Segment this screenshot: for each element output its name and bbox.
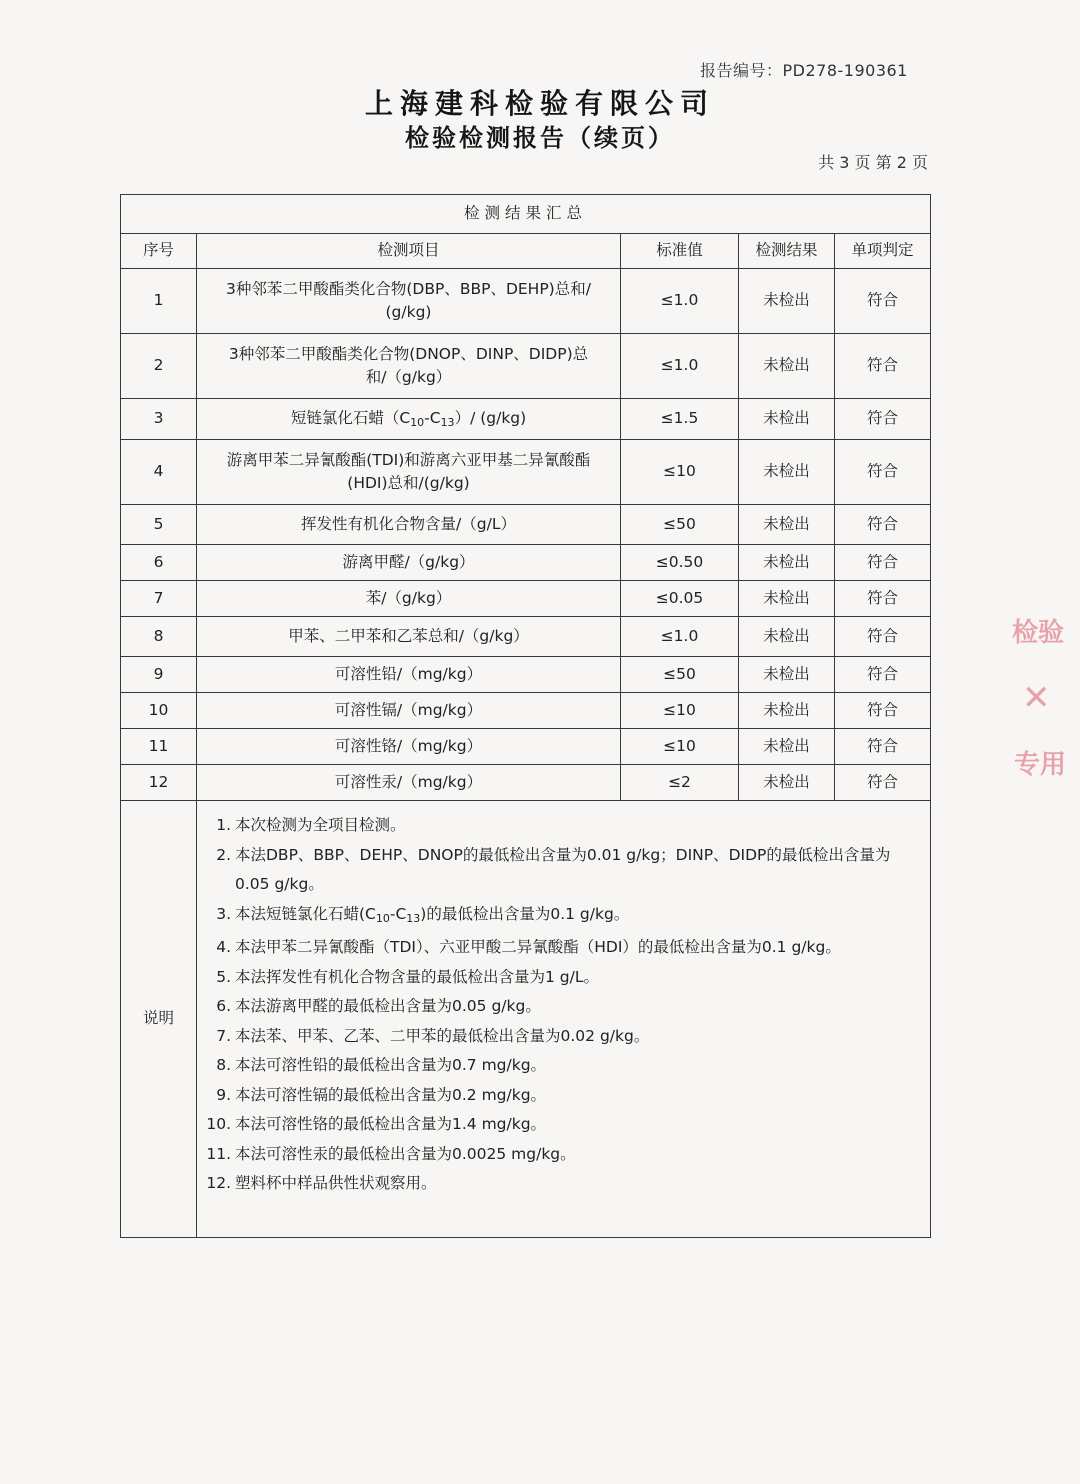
row-no: 7 bbox=[121, 581, 197, 617]
row-standard: ≤1.0 bbox=[621, 269, 739, 334]
row-result: 未检出 bbox=[739, 545, 835, 581]
table-row bbox=[121, 269, 931, 334]
row-result: 未检出 bbox=[739, 657, 835, 693]
row-item: 可溶性镉/（mg/kg） bbox=[197, 693, 621, 729]
row-no: 2 bbox=[121, 334, 197, 399]
row-verdict: 符合 bbox=[835, 617, 931, 657]
row-item: 可溶性铬/（mg/kg） bbox=[197, 729, 621, 765]
row-result: 未检出 bbox=[739, 581, 835, 617]
col-result: 检测结果 bbox=[739, 234, 835, 269]
row-result: 未检出 bbox=[739, 399, 835, 440]
seal-stamp: 检验 ✕ 专用 bbox=[1012, 618, 1067, 780]
company-name: 上海建科检验有限公司 bbox=[364, 87, 715, 120]
row-verdict: 符合 bbox=[835, 545, 931, 581]
row-item: 挥发性有机化合物含量/（g/L） bbox=[197, 505, 621, 545]
table-row bbox=[121, 399, 931, 440]
note-item: 10. 本法可溶性铬的最低检出含量为1.4 mg/kg。 bbox=[206, 1115, 547, 1133]
row-item: 游离甲苯二异氰酸酯(TDI)和游离六亚甲基二异氰酸酯 (HDI)总和/(g/kg) bbox=[197, 440, 621, 505]
report-number: 报告编号：PD278-190361 bbox=[700, 61, 908, 80]
row-verdict: 符合 bbox=[835, 440, 931, 505]
table-row bbox=[121, 765, 931, 801]
table-row bbox=[121, 505, 931, 545]
table-row bbox=[121, 440, 931, 505]
row-no: 3 bbox=[121, 399, 197, 440]
summary-title: 检测结果汇总 bbox=[121, 195, 931, 234]
col-standard: 标准值 bbox=[621, 234, 739, 269]
row-verdict: 符合 bbox=[835, 505, 931, 545]
note-item: 2. 本法DBP、BBP、DEHP、DNOP的最低检出含量为0.01 g/kg；DINP、DIDP的最低检出含量为0.05 g/kg。 bbox=[216, 845, 891, 893]
row-standard: ≤1.0 bbox=[621, 334, 739, 399]
table-row bbox=[121, 617, 931, 657]
row-item: 3种邻苯二甲酸酯类化合物(DBP、BBP、DEHP)总和/ (g/kg) bbox=[197, 269, 621, 334]
table-row bbox=[121, 657, 931, 693]
column-header-row bbox=[121, 234, 931, 269]
row-no: 4 bbox=[121, 440, 197, 505]
row-standard: ≤0.50 bbox=[621, 545, 739, 581]
row-item: 甲苯、二甲苯和乙苯总和/（g/kg） bbox=[197, 617, 621, 657]
row-no: 5 bbox=[121, 505, 197, 545]
notes-list bbox=[197, 801, 931, 1238]
note-item: 3. 本法短链氯化石蜡$(C_{10}-C_{13})$的最低检出含量为0.1 g/kg。 bbox=[216, 904, 630, 925]
row-item: 3种邻苯二甲酸酯类化合物(DNOP、DINP、DIDP)总 和/（g/kg） bbox=[197, 334, 621, 399]
row-result: 未检出 bbox=[739, 729, 835, 765]
row-item: 苯/（g/kg） bbox=[197, 581, 621, 617]
row-result: 未检出 bbox=[739, 505, 835, 545]
note-item: 4. 本法甲苯二异氰酸酯（TDI）、六亚甲酸二异氰酸酯（HDI）的最低检出含量为0.1 g/kg。 bbox=[216, 938, 841, 956]
row-no: 10 bbox=[121, 693, 197, 729]
row-verdict: 符合 bbox=[835, 334, 931, 399]
table-row bbox=[121, 545, 931, 581]
row-standard: ≤1.0 bbox=[621, 617, 739, 657]
row-no: 8 bbox=[121, 617, 197, 657]
col-item: 检测项目 bbox=[197, 234, 621, 269]
row-item: 短链氯化石蜡$(C_{10}-C_{13})/$ (g/kg) bbox=[197, 399, 621, 440]
note-item: 12. 塑料杯中样品供性状观察用。 bbox=[206, 1174, 437, 1192]
notes-label: 说明 bbox=[121, 801, 197, 1238]
row-result: 未检出 bbox=[739, 617, 835, 657]
row-no: 6 bbox=[121, 545, 197, 581]
row-no: 12 bbox=[121, 765, 197, 801]
row-verdict: 符合 bbox=[835, 657, 931, 693]
note-item: 8. 本法可溶性铅的最低检出含量为0.7 mg/kg。 bbox=[216, 1056, 547, 1074]
row-standard: ≤50 bbox=[621, 657, 739, 693]
row-standard: ≤10 bbox=[621, 440, 739, 505]
row-verdict: 符合 bbox=[835, 269, 931, 334]
row-verdict: 符合 bbox=[835, 581, 931, 617]
row-item: 游离甲醛/（g/kg） bbox=[197, 545, 621, 581]
row-standard: ≤2 bbox=[621, 765, 739, 801]
table-row bbox=[121, 334, 931, 399]
row-item: 可溶性铅/（mg/kg） bbox=[197, 657, 621, 693]
row-no: 11 bbox=[121, 729, 197, 765]
row-no: 1 bbox=[121, 269, 197, 334]
row-standard: ≤50 bbox=[621, 505, 739, 545]
report-title: 检验检测报告（续页） bbox=[405, 124, 675, 152]
row-verdict: 符合 bbox=[835, 693, 931, 729]
note-item: 1. 本次检测为全项目检测。 bbox=[216, 816, 406, 834]
row-verdict: 符合 bbox=[835, 399, 931, 440]
col-no: 序号 bbox=[121, 234, 197, 269]
table-row bbox=[121, 729, 931, 765]
page-count: 共 3 页 第 2 页 bbox=[818, 153, 928, 172]
note-item: 7. 本法苯、甲苯、乙苯、二甲苯的最低检出含量为0.02 g/kg。 bbox=[216, 1026, 650, 1045]
row-standard: ≤10 bbox=[621, 693, 739, 729]
note-item: 6. 本法游离甲醛的最低检出含量为0.05 g/kg。 bbox=[216, 997, 541, 1015]
row-result: 未检出 bbox=[739, 440, 835, 505]
table-row bbox=[121, 693, 931, 729]
row-result: 未检出 bbox=[739, 693, 835, 729]
row-verdict: 符合 bbox=[835, 765, 931, 801]
results-summary-table bbox=[120, 194, 931, 1238]
note-item: 9. 本法可溶性镉的最低检出含量为0.2 mg/kg。 bbox=[216, 1085, 547, 1104]
row-result: 未检出 bbox=[739, 765, 835, 801]
row-result: 未检出 bbox=[739, 334, 835, 399]
notes-row bbox=[121, 801, 931, 1238]
row-standard: ≤10 bbox=[621, 729, 739, 765]
row-result: 未检出 bbox=[739, 269, 835, 334]
row-standard: ≤0.05 bbox=[621, 581, 739, 617]
row-standard: ≤1.5 bbox=[621, 399, 739, 440]
col-verdict: 单项判定 bbox=[835, 234, 931, 269]
row-no: 9 bbox=[121, 657, 197, 693]
table-row bbox=[121, 581, 931, 617]
row-item: 可溶性汞/（mg/kg） bbox=[197, 765, 621, 801]
row-verdict: 符合 bbox=[835, 729, 931, 765]
note-item: 11. 本法可溶性汞的最低检出含量为0.0025 mg/kg。 bbox=[206, 1144, 576, 1163]
note-item: 5. 本法挥发性有机化合物含量的最低检出含量为1 g/L。 bbox=[216, 967, 599, 986]
